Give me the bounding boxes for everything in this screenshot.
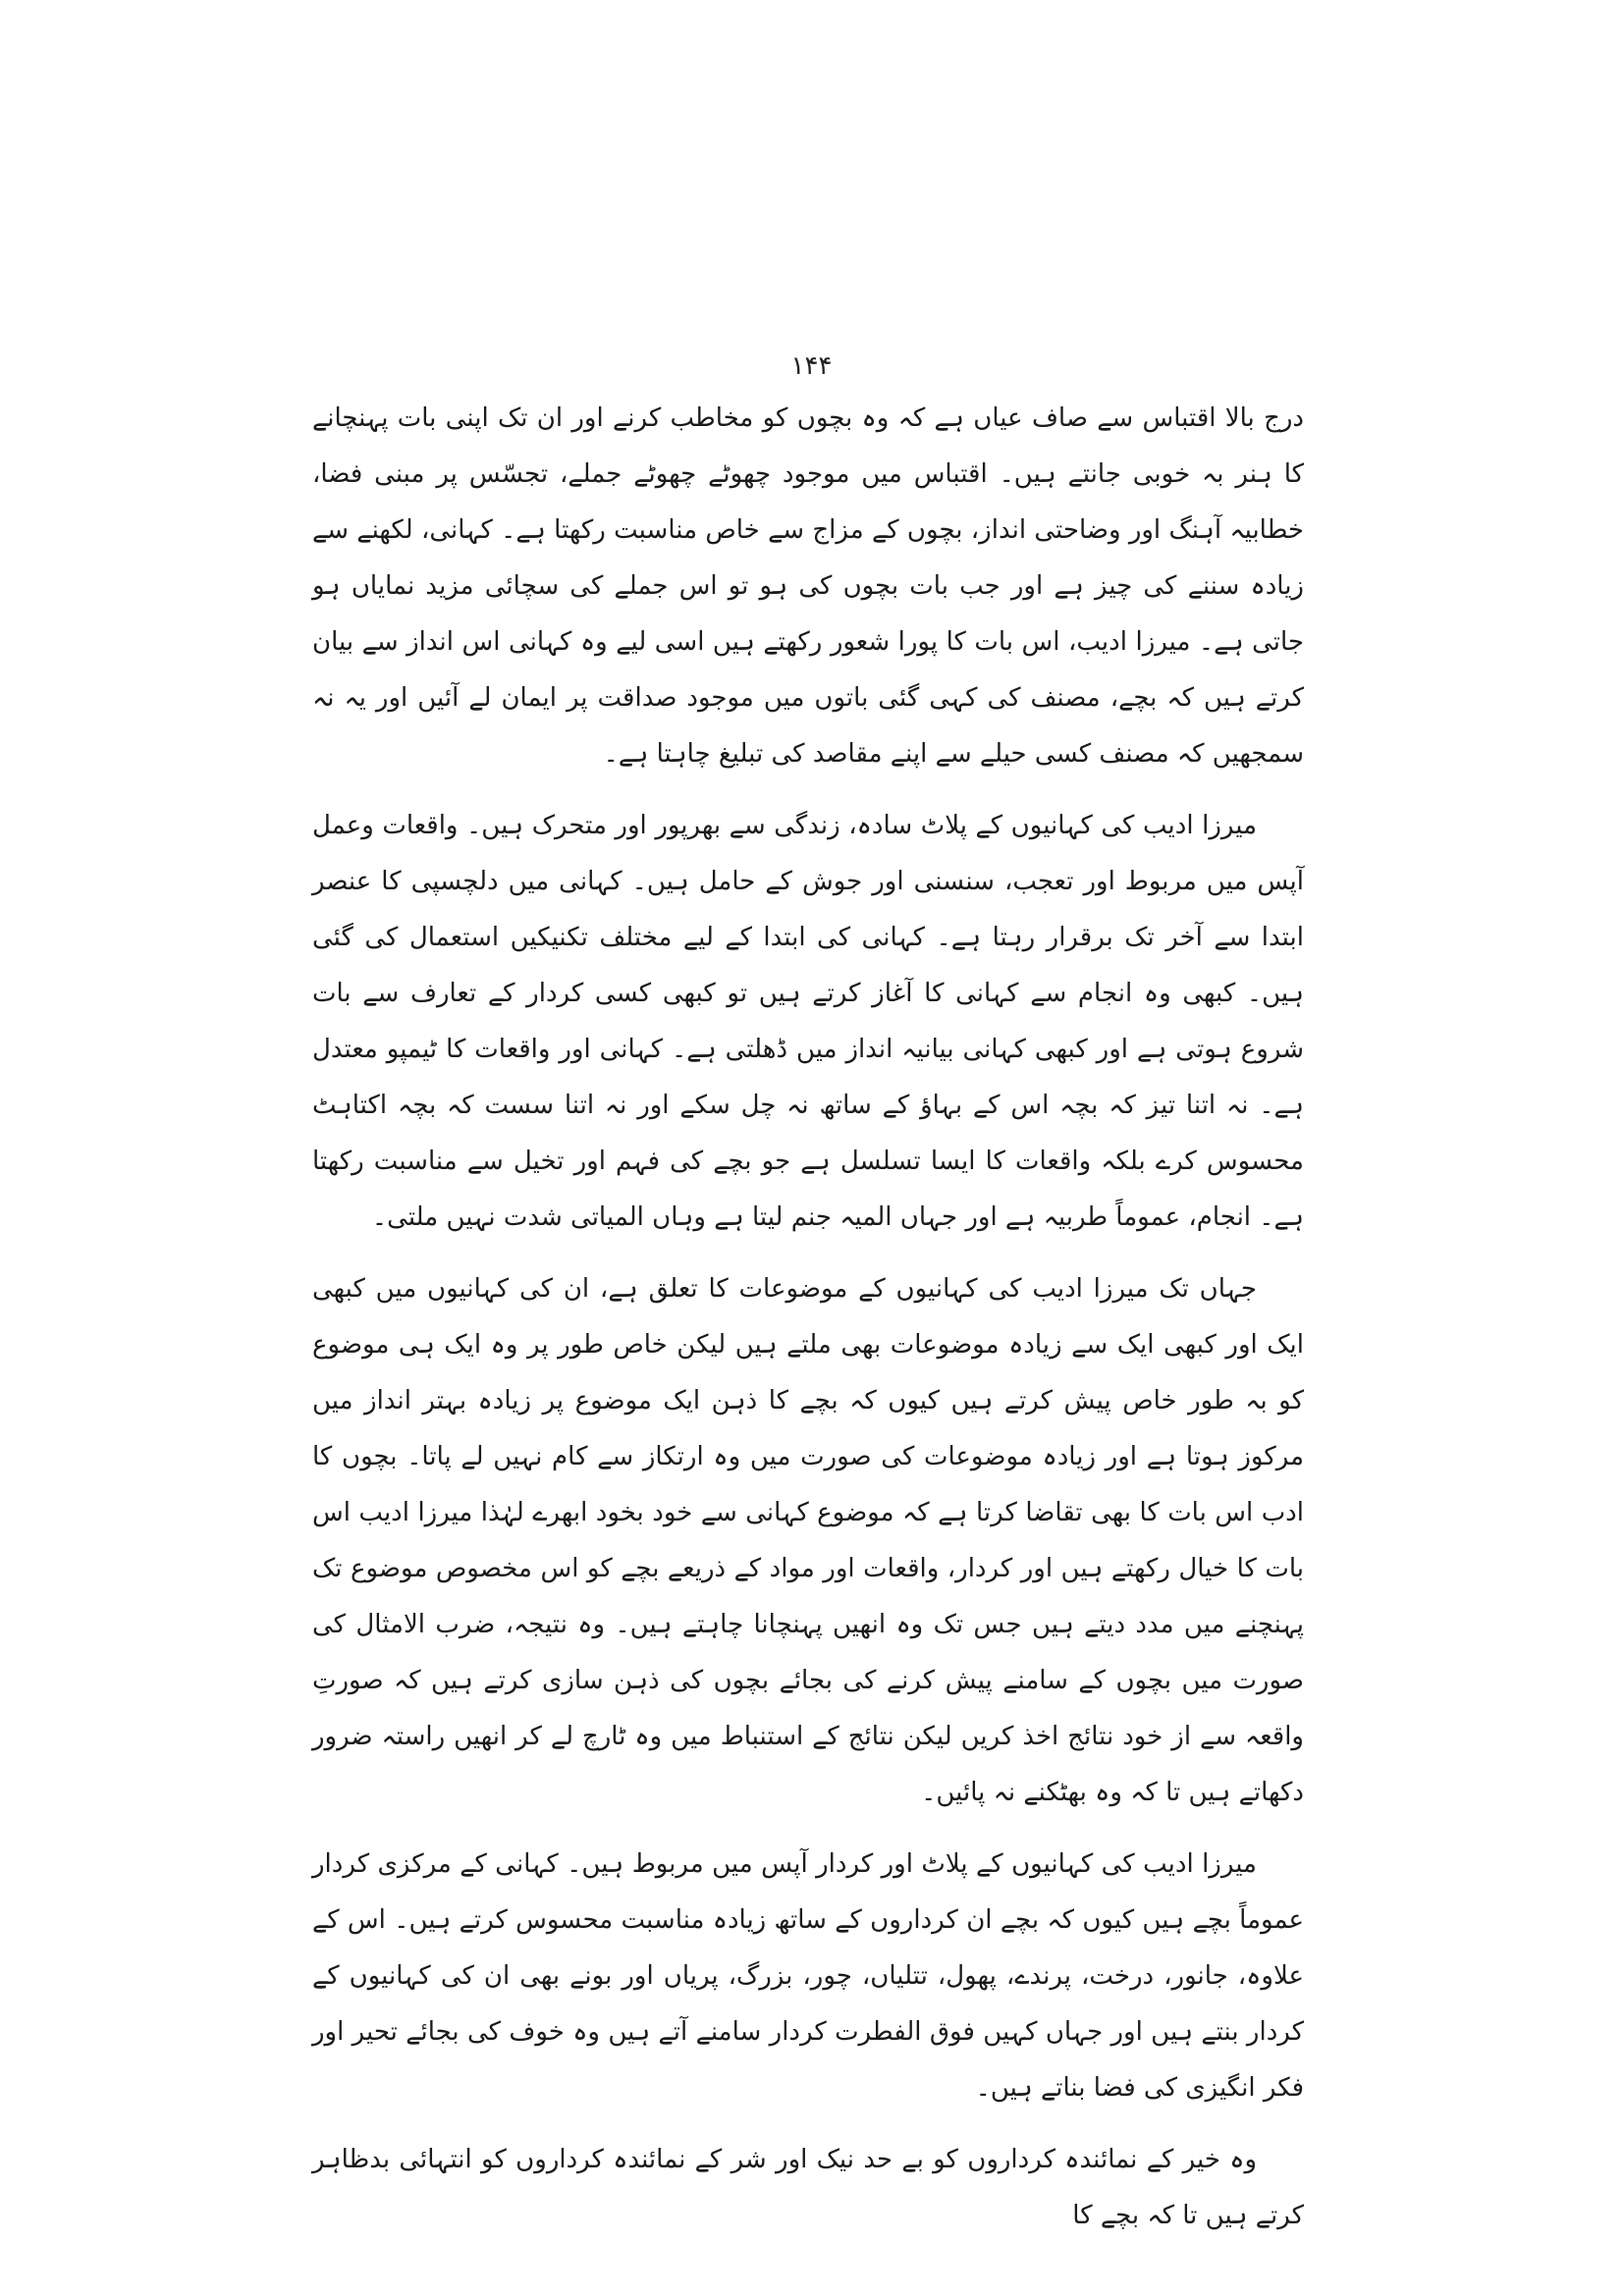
paragraph-5: وہ خیر کے نمائندہ کرداروں کو بے حد نیک اور شر کے نمائندہ کرداروں کو انتہائی بدظاہر کرتے ہیں تا کہ بچے کا bbox=[312, 2145, 1304, 2230]
paragraph-1: درج بالا اقتباس سے صاف عیاں ہے کہ وہ بچوں کو مخاطب کرنے اور ان تک اپنی بات پہنچانے کا ہنر بہ خوبی جانتے ہیں۔ اقتباس میں موجود چھوٹے چھوٹے جملے، تجسّس پر مبنی فضا، خطابیہ آہنگ اور وضاحتی انداز، بچوں کے مزاج سے خاص مناسبت رکھتا ہے۔ کہانی، لکھنے سے زیادہ سننے کی چیز ہے اور جب بات بچوں کی ہو تو اس جملے کی سچائی مزید نمایاں ہو جاتی ہے۔ میرزا ادیب، اس بات کا پورا شعور رکھتے ہیں اسی لیے وہ کہانی اس انداز سے بیان کرتے ہیں کہ بچے، مصنف کی کہی گئی باتوں میں موجود صداقت پر ایمان لے آئیں اور یہ نہ سمجھیں کہ مصنف کسی حیلے سے اپنے مقاصد کی تبلیغ چاہتا ہے۔ bbox=[312, 403, 1304, 769]
paragraph-2: میرزا ادیب کی کہانیوں کے پلاٹ سادہ، زندگی سے بھرپور اور متحرک ہیں۔ واقعات وعمل آپس میں مربوط اور تعجب، سنسنی اور جوش کے حامل ہیں۔ کہانی میں دلچسپی کا عنصر ابتدا سے آخر تک برقرار رہتا ہے۔ کہانی کی ابتدا کے لیے مختلف تکنیکیں استعمال کی گئی ہیں۔ کبھی وہ انجام سے کہانی کا آغاز کرتے ہیں تو کبھی کسی کردار کے تعارف سے بات شروع ہوتی ہے اور کبھی کہانی بیانیہ انداز میں ڈھلتی ہے۔ کہانی اور واقعات کا ٹیمپو معتدل ہے۔ نہ اتنا تیز کہ بچہ اس کے بہاؤ کے ساتھ نہ چل سکے اور نہ اتنا سست کہ بچہ اکتاہٹ محسوس کرے بلکہ واقعات کا ایسا تسلسل ہے جو بچے کی فہم اور تخیل سے مناسبت رکھتا ہے۔ انجام، عموماً طربیہ ہے اور جہاں المیہ جنم لیتا ہے وہاں المیاتی شدت نہیں ملتی۔ bbox=[312, 811, 1304, 1232]
page-number: ۱۴۴ bbox=[790, 351, 833, 381]
body-text bbox=[312, 391, 1304, 2260]
paragraph-3: جہاں تک میرزا ادیب کی کہانیوں کے موضوعات کا تعلق ہے، ان کی کہانیوں میں کبھی ایک اور کبھی ایک سے زیادہ موضوعات بھی ملتے ہیں لیکن خاص طور پر وہ ایک ہی موضوع کو بہ طور خاص پیش کرتے ہیں کیوں کہ بچے کا ذہن ایک موضوع پر زیادہ بہتر انداز میں مرکوز ہوتا ہے اور زیادہ موضوعات کی صورت میں وہ ارتکاز سے کام نہیں لے پاتا۔ بچوں کا ادب اس بات کا بھی تقاضا کرتا ہے کہ موضوع کہانی سے خود بخود ابھرے لہٰذا میرزا ادیب اس بات کا خیال رکھتے ہیں اور کردار، واقعات اور مواد کے ذریعے بچے کو اس مخصوص موضوع تک پہنچنے میں مدد دیتے ہیں جس تک وہ انھیں پہنچانا چاہتے ہیں۔ وہ نتیجہ، ضرب الامثال کی صورت میں بچوں کے سامنے پیش کرنے کی بجائے بچوں کی ذہن سازی کرتے ہیں کہ صورتِ واقعہ سے از خود نتائج اخذ کریں لیکن نتائج کے استنباط میں وہ ٹارچ لے کر انھیں راستہ ضرور دکھاتے ہیں تا کہ وہ بھٹکنے نہ پائیں۔ bbox=[312, 1274, 1304, 1807]
paragraph-4: میرزا ادیب کی کہانیوں کے پلاٹ اور کردار آپس میں مربوط ہیں۔ کہانی کے مرکزی کردار عموماً بچے ہیں کیوں کہ بچے ان کرداروں کے ساتھ زیادہ مناسبت محسوس کرتے ہیں۔ اس کے علاوہ، جانور، درخت، پرندے، پھول، تتلیاں، چور، بزرگ، پریاں اور بونے بھی ان کی کہانیوں کے کردار بنتے ہیں اور جہاں کہیں فوق الفطرت کردار سامنے آتے ہیں وہ خوف کی بجائے تحیر اور فکر انگیزی کی فضا بناتے ہیں۔ bbox=[312, 1849, 1304, 2103]
